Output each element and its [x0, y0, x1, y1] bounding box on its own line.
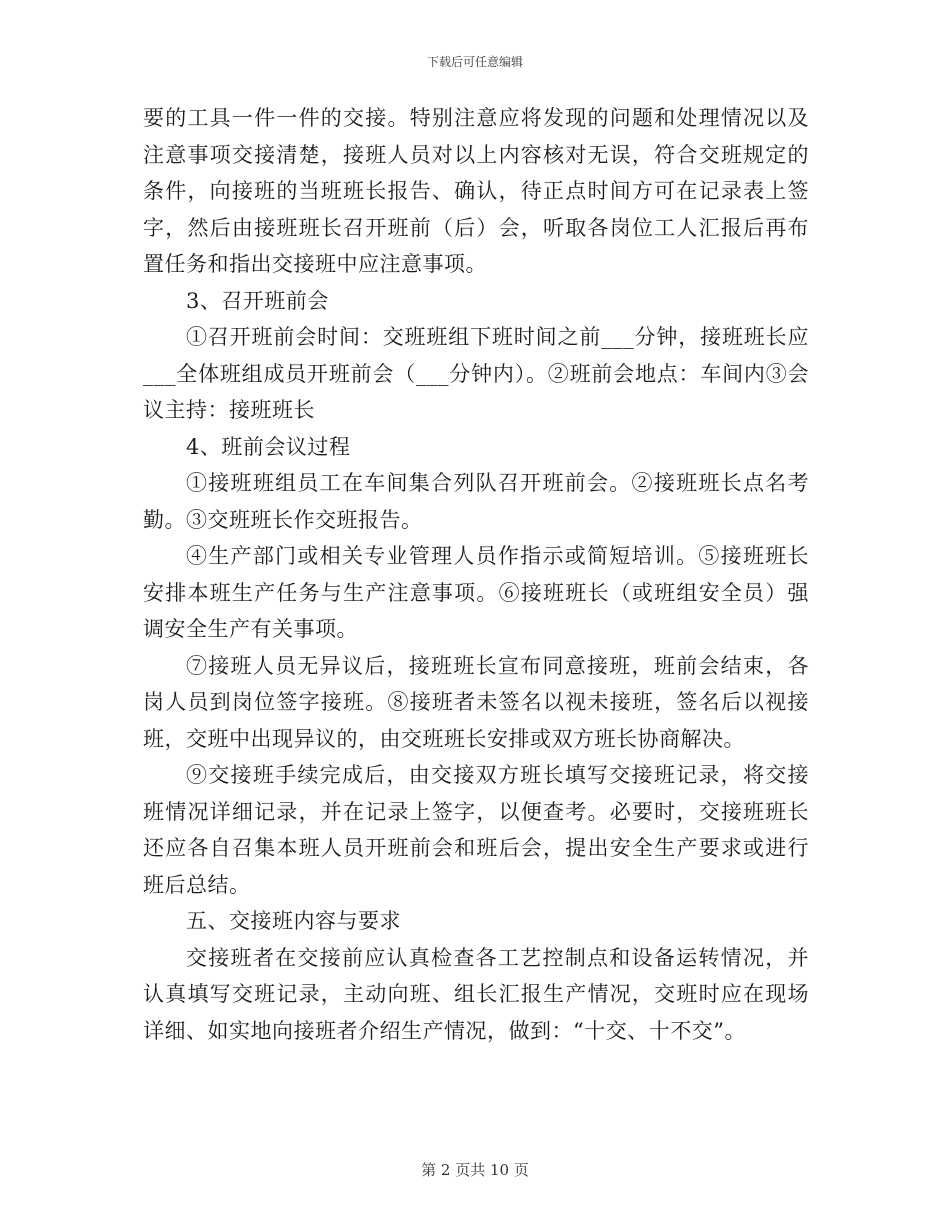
heading-section-5: 五、交接班内容与要求 [186, 909, 401, 933]
heading-3: 3、召开班前会 [186, 288, 329, 313]
paragraph-continuation: 要的工具一件一件的交接。特别注意应将发现的问题和处理情况以及注意事项交接清楚，接班人员对以上内容核对无误，符合交班规定的条件，向接班的当班班长报告、确认，待正点时间方可在记录表上签字，然后由接班班长召开班前（后）会，听取各岗位工人汇报后再布置任务和指出交接班中应注意事项。 [143, 106, 809, 276]
paragraph-step-1-3: ①接班班组员工在车间集合列队召开班前会。②接班班长点名考勤。③交班班长作交班报告。 [143, 471, 809, 532]
paragraph-step-7-8: ⑦接班人员无异议后，接班班长宣布同意接班，班前会结束，各岗人员到岗位签字接班。⑧接班者未签名以视未接班，签名后以视接班，交班中出现异议的，由交班班长安排或双方班长协商解决。 [143, 653, 809, 751]
page-header: 下载后可任意编辑 [426, 55, 523, 69]
paragraph-step-4-6: ④生产部门或相关专业管理人员作指示或简短培训。⑤接班班长安排本班生产任务与生产注意事项。⑥接班班长（或班组安全员）强调安全生产有关事项。 [143, 544, 809, 641]
heading-4: 4、班前会议过程 [186, 434, 351, 459]
paragraph-meeting-time: ①召开班前会时间：交班班组下班时间之前___分钟，接班班长应___全体班组成员开班前会（___分钟内）。②班前会地点：车间内③会议主持：接班班长 [143, 325, 809, 422]
page-footer: 第 2 页共 10 页 [421, 1161, 529, 1179]
paragraph-step-9: ⑨交接班手续完成后，由交接双方班长填写交接班记录，将交接班情况详细记录，并在记录上签字，以便查考。必要时，交接班班长还应各自召集本班人员开班前会和班后会，提出安全生产要求或进行班后总结。 [143, 763, 809, 897]
document-body [143, 100, 809, 1049]
paragraph-requirements: 交接班者在交接前应认真检查各工艺控制点和设备运转情况，并认真填写交班记录，主动向班、组长汇报生产情况，交班时应在现场详细、如实地向接班者介绍生产情况，做到：“十交、十不交”。 [143, 945, 809, 1043]
